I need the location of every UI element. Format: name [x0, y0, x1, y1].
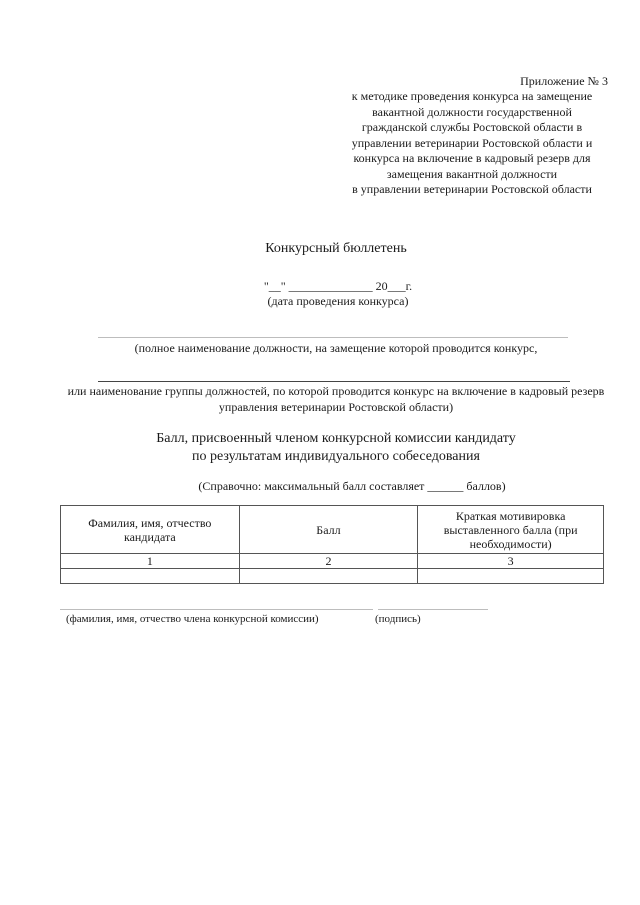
appendix-line: гражданской службы Ростовской области в [361, 120, 583, 134]
appendix-reference-text [330, 89, 614, 198]
signature-line [378, 609, 488, 610]
appendix-number: Приложение № 3 [520, 74, 608, 88]
member-name-caption: (фамилия, имя, отчество члена конкурсной комиссии) [66, 613, 319, 625]
column-number: 3 [418, 554, 604, 569]
appendix-line: управлении ветеринарии Ростовской области и [351, 135, 593, 150]
table-row [61, 569, 604, 584]
score-heading-line: Балл, присвоенный членом конкурсной комиссии кандидату [156, 431, 516, 446]
score-heading [0, 430, 640, 466]
position-group-caption: или наименование группы должностей, по которой проводится конкурс на включение в кадровый резерв управления ветеринарии Ростовской области) [67, 384, 605, 414]
column-header-motivation: Краткая мотивировка выставленного балла (при необходимости) [418, 506, 604, 554]
column-number: 1 [61, 554, 240, 569]
score-table [60, 505, 604, 584]
document-title: Конкурсный бюллетень [265, 241, 407, 256]
table-number-row [61, 554, 604, 569]
table-header-row [61, 506, 604, 554]
appendix-line: к методике проведения конкурса на замещение [351, 89, 593, 103]
position-group-line [98, 381, 570, 382]
signature-caption: (подпись) [375, 613, 421, 625]
position-name-line [98, 337, 568, 338]
column-number: 2 [239, 554, 418, 569]
date-fill-line: "__" ______________ 20___г. [263, 279, 413, 293]
column-header-score: Балл [239, 506, 418, 554]
column-header-candidate: Фамилия, имя, отчество кандидата [61, 506, 240, 554]
member-name-line [60, 609, 373, 610]
candidate-cell[interactable] [61, 569, 240, 584]
appendix-line: конкурса на включение в кадровый резерв для [353, 151, 591, 165]
appendix-line: в управлении ветеринарии Ростовской области [352, 182, 592, 196]
score-cell[interactable] [239, 569, 418, 584]
position-caption: (полное наименование должности, на замещение которой проводится конкурс, [134, 341, 538, 355]
max-score-note: (Справочно: максимальный балл составляет ______ баллов) [198, 479, 506, 493]
date-caption: (дата проведения конкурса) [267, 294, 409, 308]
appendix-line: вакантной должности государственной [372, 104, 572, 119]
motivation-cell[interactable] [418, 569, 604, 584]
appendix-line: замещения вакантной должности [386, 166, 558, 181]
score-heading-line: по результатам индивидуального собеседования [192, 449, 480, 464]
